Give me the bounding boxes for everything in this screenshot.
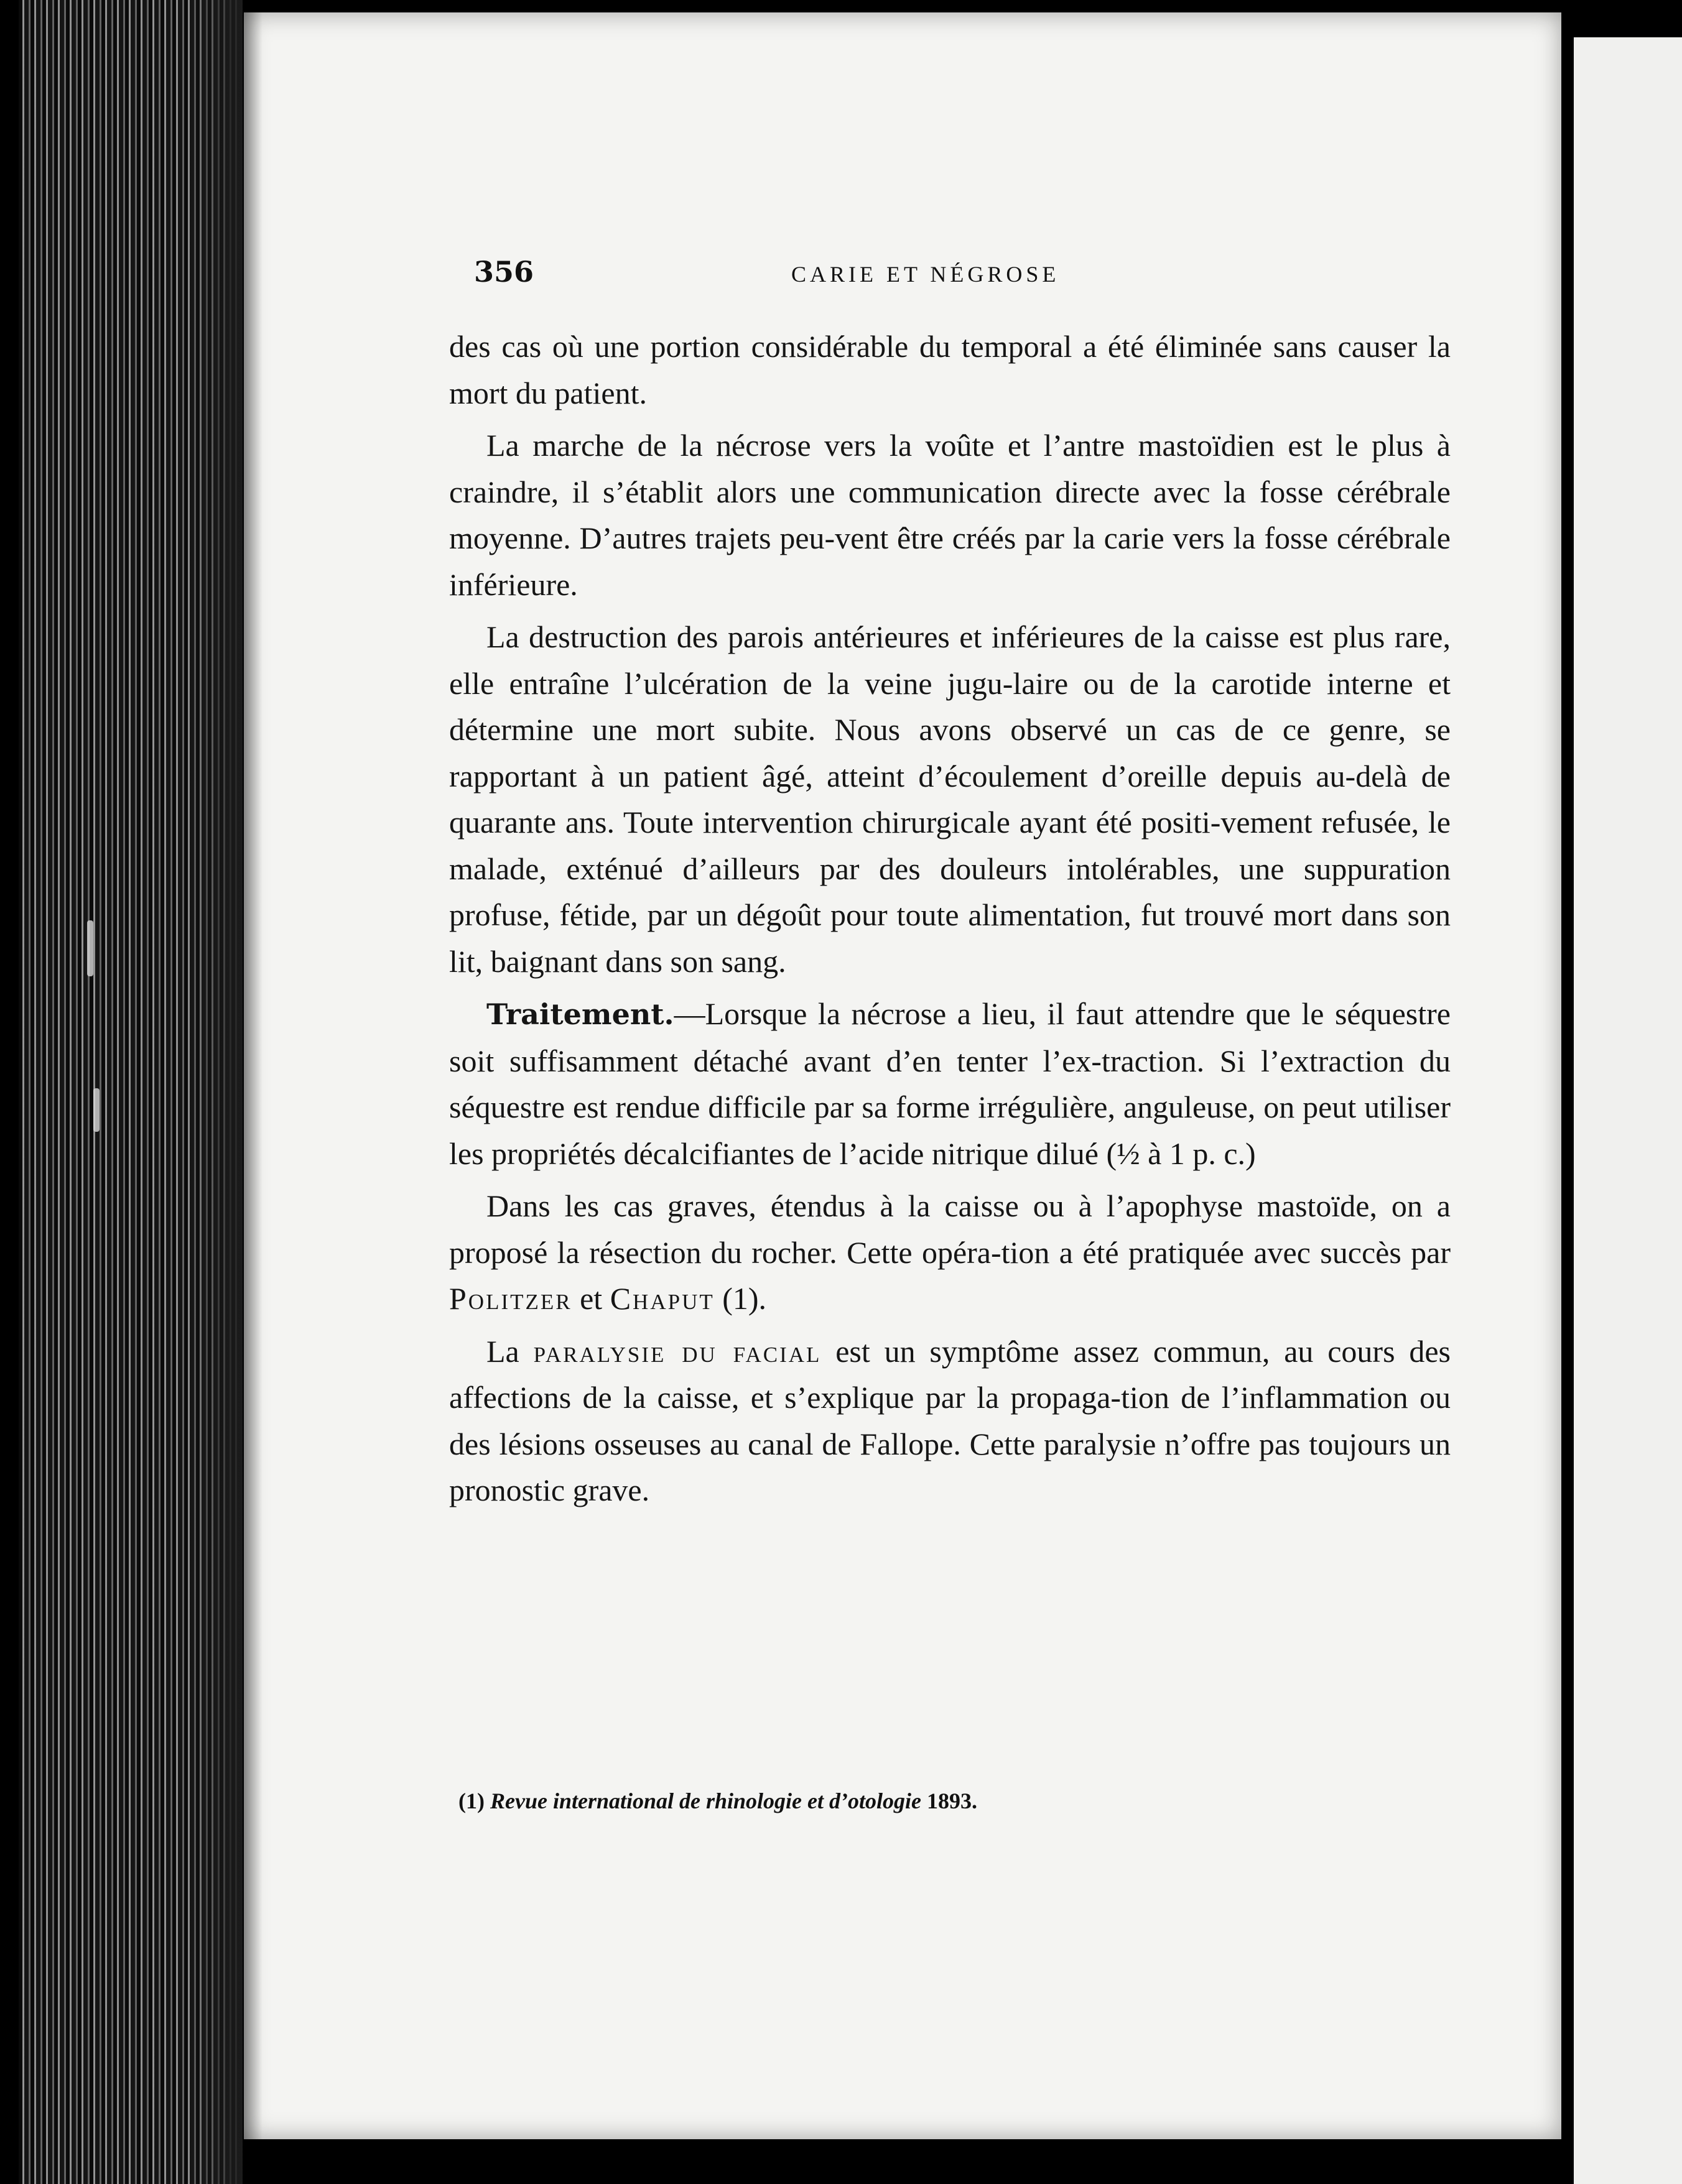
paragraph-text: et [572, 1281, 610, 1316]
page-edges-shadow [187, 0, 243, 2184]
edge-scuff [87, 920, 93, 976]
section-heading: Traitement. [486, 997, 674, 1031]
edge-scuff [93, 1088, 100, 1132]
body-text [449, 323, 1451, 1520]
footnote-title: Revue international de rhinologie et d’otologie [490, 1788, 921, 1813]
paragraph-text: est un symptôme assez commun, au cours des affections de la caisse, et s’explique par la propaga-tion de l’inflammation ou des lésions osseuses au canal de Fallope. Cette paralysie n’offre pas toujours un pronostic grave. [449, 1333, 1451, 1507]
book-page [244, 12, 1561, 2139]
page-number: 356 [474, 255, 534, 289]
author-name: Chaput [610, 1281, 715, 1316]
paragraph: La destruction des parois antérieures et inférieures de la caisse est plus rare, elle entraîne l’ulcération de la veine jugu-laire ou de la carotide interne et détermine une mort subite. Nous avons observé un cas de ce genre, se rapportant à un patient âgé, atteint d’écoulement d’oreille depuis au-delà de quarante ans. Toute intervention chirurgicale ayant été positi-vement refusée, le malade, exténué d’ailleurs par des douleurs intolérables, une suppuration profuse, fétide, par un dégoût pour toute alimentation, fut trouvé mort dans son lit, baignant dans son sang. [449, 619, 1451, 979]
footnote-ref: (1). [714, 1281, 767, 1316]
running-head: CARIE ET NÉGROSE [791, 262, 1060, 287]
paragraph-text: —Lorsque la nécrose a lieu, il faut attendre que le séquestre soit suffisamment détaché avant d’en tenter l’ex-traction. Si l’extraction du séquestre est rendue difficile par sa forme irrégulière, anguleuse, on peut utiliser les propriétés décalcifiantes de l’acide nitrique dilué (½ à 1 p. c.) [449, 996, 1451, 1171]
paragraph-text: La [486, 1333, 534, 1369]
page-header [474, 255, 1407, 298]
author-name: Politzer [449, 1281, 572, 1316]
paragraph [449, 1183, 1451, 1322]
paragraph: des cas où une portion considérable du temporal a été éliminée sans causer la mort du patient. [449, 329, 1451, 410]
term-smallcaps: paralysie du facial [533, 1333, 822, 1369]
facing-page-edge [1574, 37, 1682, 2184]
footnote [458, 1788, 1454, 1814]
paragraph-traitement [449, 991, 1451, 1177]
footnote-number: (1) [458, 1788, 485, 1813]
paragraph: La marche de la nécrose vers la voûte et l’antre mastoïdien est le plus à craindre, il s’établit alors une communication directe avec la fosse cérébrale moyenne. D’autres trajets peu-vent être créés par la carie vers la fosse cérébrale inférieure. [449, 428, 1451, 602]
footnote-year: 1893. [926, 1788, 977, 1813]
paragraph-text: Dans les cas graves, étendus à la caisse ou à l’apophyse mastoïde, on a proposé la résection du rocher. Cette opéra-tion a été pratiquée avec succès par [449, 1188, 1451, 1270]
paragraph [449, 1328, 1451, 1514]
